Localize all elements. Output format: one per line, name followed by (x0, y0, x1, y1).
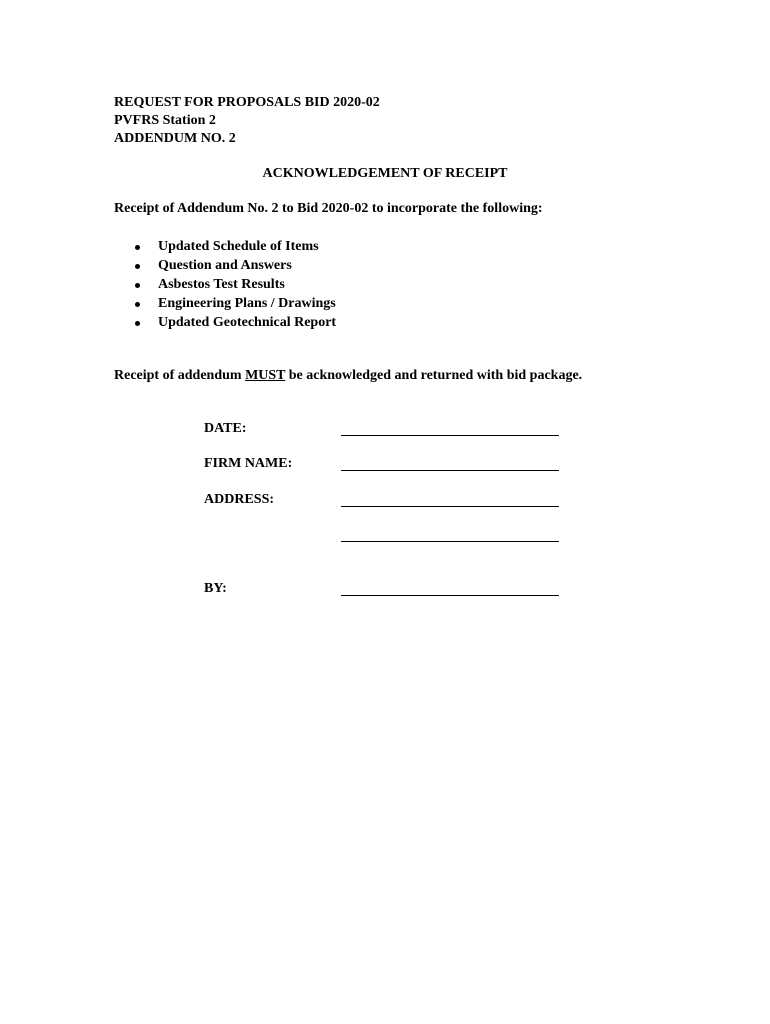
acknowledgement-heading-text: ACKNOWLEDGEMENT OF RECEIPT (262, 166, 508, 181)
notice-text-before: Receipt of addendum (114, 368, 246, 383)
address-field-line1[interactable] (341, 492, 559, 507)
intro-text: Receipt of Addendum No. 2 to Bid 2020-02 to incorporate the following: (114, 201, 543, 216)
list-item-text: Asbestos Test Results (158, 277, 285, 292)
notice-emphasis: MUST (245, 368, 286, 383)
list-item (132, 237, 336, 256)
by-label: BY: (204, 581, 227, 596)
list-item (132, 313, 336, 332)
list-item-text: Question and Answers (158, 258, 292, 273)
list-item-text: Engineering Plans / Drawings (158, 296, 336, 311)
bullet-icon (135, 283, 140, 288)
bullet-icon (135, 264, 140, 269)
document-header (114, 94, 380, 148)
project-name: PVFRS Station 2 (114, 113, 216, 128)
addendum-items-list (132, 237, 336, 332)
date-field[interactable] (341, 421, 559, 436)
firm-name-field[interactable] (341, 456, 559, 471)
acknowledgement-heading (0, 166, 770, 182)
addendum-number: ADDENDUM NO. 2 (114, 131, 236, 146)
date-label: DATE: (204, 421, 247, 436)
must-acknowledge-notice (114, 368, 582, 384)
list-item-text: Updated Schedule of Items (158, 239, 319, 254)
by-signature-field[interactable] (341, 581, 559, 596)
list-item (132, 294, 336, 313)
list-item (132, 256, 336, 275)
bullet-icon (135, 245, 140, 250)
list-item (132, 275, 336, 294)
notice-text-after: be acknowledged and returned with bid package. (285, 368, 583, 383)
bullet-icon (135, 321, 140, 326)
list-item-text: Updated Geotechnical Report (158, 315, 337, 330)
address-label: ADDRESS: (204, 492, 275, 507)
address-field-line2[interactable] (341, 527, 559, 542)
rfp-title: REQUEST FOR PROPOSALS BID 2020-02 (114, 95, 380, 110)
firm-name-label: FIRM NAME: (204, 456, 293, 471)
bullet-icon (135, 302, 140, 307)
